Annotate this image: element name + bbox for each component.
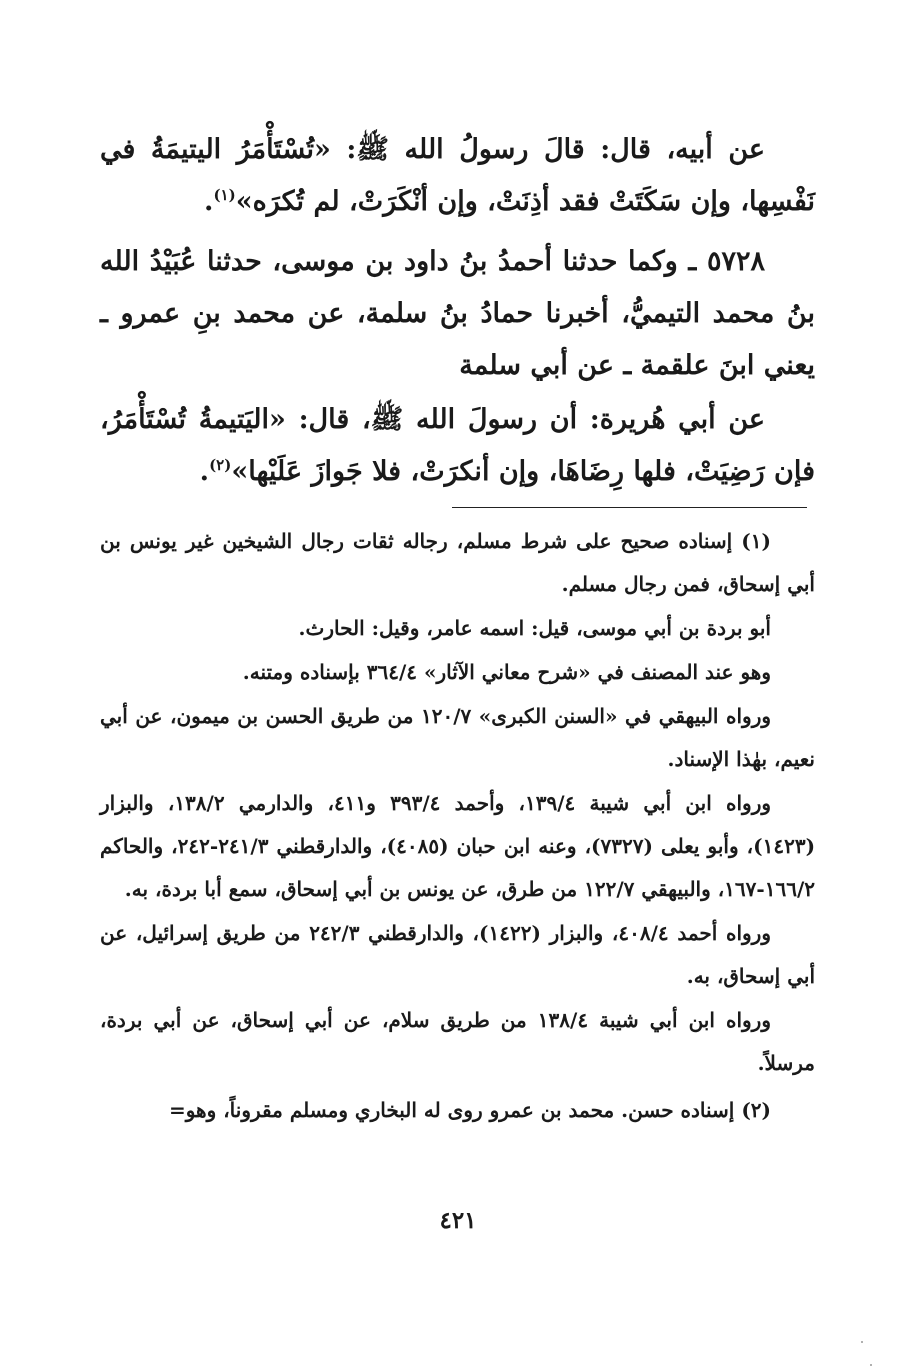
main-paragraph-3 [100,394,815,498]
scan-speck [870,1364,872,1366]
footnote-1-paragraph-3: وهو عند المصنف في «شرح معاني الآثار» ٣٦٤/٤ بإسناده ومتنه. [242,660,771,684]
footnotes-section [100,520,815,1132]
footnote-separator [452,507,807,508]
paragraph-3-tail: . [199,456,210,487]
scan-speck [861,1341,863,1343]
paragraph-1-tail: . [204,186,214,217]
footnote-1-paragraph-2: أبو بردة بن أبي موسى، قيل: اسمه عامر، وقيل: الحارث. [298,616,771,640]
footnote-marker-1[interactable]: (١) [213,186,236,204]
page-number: ٤٢١ [439,1207,477,1234]
footnote-1-paragraph-4: ورواه البيهقي في «السنن الكبرى» ١٢٠/٧ من طريق الحسن بن ميمون، عن أبي نعيم، بهٰذا الإسناد. [100,704,815,771]
footnote-1-paragraph-1: (١) إسناده صحيح على شرط مسلم، رجاله ثقات رجال الشيخين غير يونس بن أبي إسحاق، فمن رجال مسلم. [100,529,815,596]
main-paragraph-1 [100,124,815,228]
paragraph-1-text: عن أبيه، قال: قالَ رسولُ الله ﷺ: «تُسْتَأْمَرُ اليتيمَةُ في نَفْسِها، وإن سَكَتَتْ فقد أذِنَتْ، وإن أنْكَرَتْ، لم تُكرَه» [100,134,815,217]
footnote-1-paragraph-5: ورواه ابن أبي شيبة ١٣٩/٤، وأحمد ٣٩٣/٤ و٤١١، والدارمي ١٣٨/٢، والبزار (١٤٢٣)، وأبو يعلى (٧٣٢٧)، وعنه ابن حبان (٤٠٨٥)، والدارقطني ٢٤١/٣-٢٤٢، والحاكم ١٦٦/٢-١٦٧، والبيهقي ١٢٢/٧ من طرق، عن يونس بن أبي إسحاق، سمع أبا بردة، به. [100,791,816,901]
footnote-2-paragraph-1: (٢) إسناده حسن. محمد بن عمرو روى له البخاري ومسلم مقروناً، وهو= [168,1098,771,1122]
main-paragraph-2 [100,236,815,392]
paragraph-3-text: عن أبي هُريرة: أن رسولَ الله ﷺ، قال: «اليَتيمةُ تُسْتَأْمَرُ، فإن رَضِيَتْ، فلها رِضَاهَا، وإن أنكرَتْ، فلا جَوازَ عَلَيْها» [100,404,815,487]
paragraph-2-text: ٥٧٢٨ ـ وكما حدثنا أحمدُ بنُ داود بن موسى، حدثنا عُبَيْدُ الله بنُ محمد التيميُّ، أخبرنا حمادُ بنُ سلمة، عن محمد بنِ عمرو ـ يعني ابنَ علقمة ـ عن أبي سلمة [100,246,815,381]
footnote-1-paragraph-6: ورواه أحمد ٤٠٨/٤، والبزار (١٤٢٢)، والدارقطني ٢٤٢/٣ من طريق إسرائيل، عن أبي إسحاق، به. [100,921,815,988]
footnote-1-paragraph-7: ورواه ابن أبي شيبة ١٣٨/٤ من طريق سلام، عن أبي إسحاق، عن أبي بردة، مرسلاً. [100,1008,815,1075]
footnote-marker-2[interactable]: (٢) [209,456,232,474]
